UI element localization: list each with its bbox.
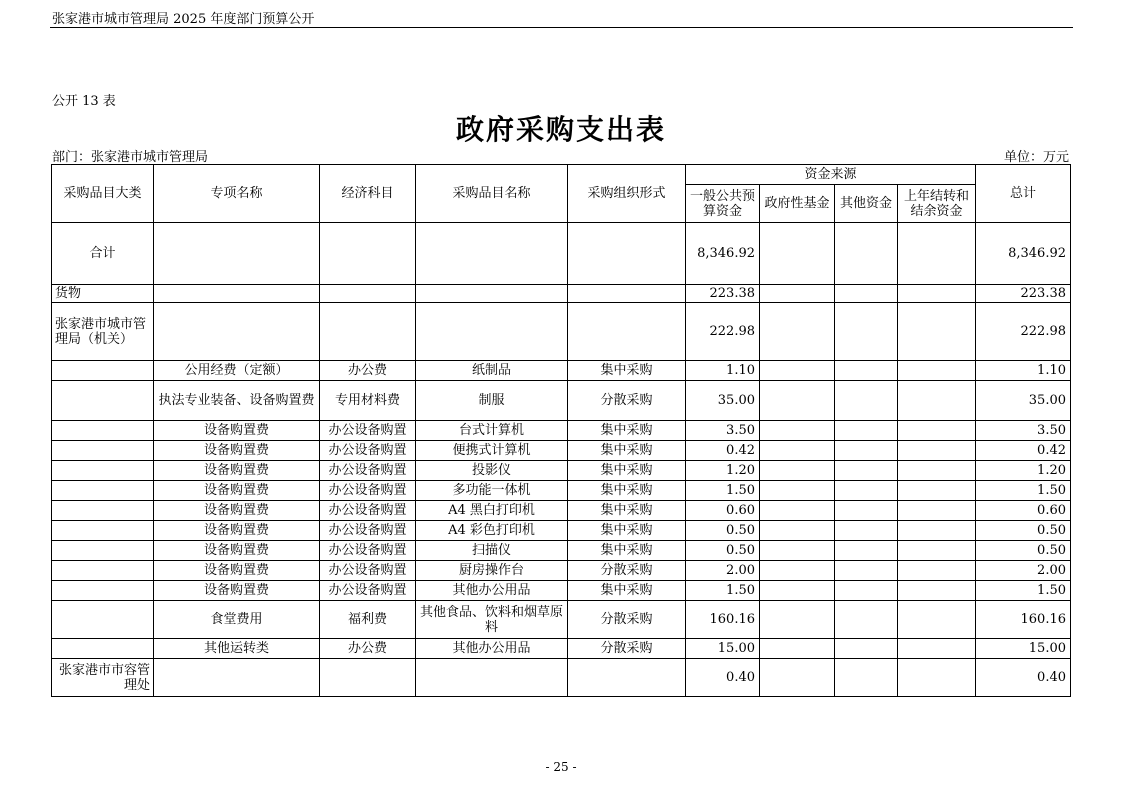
project-cell: 食堂费用 (154, 601, 320, 639)
general-budget-cell: 0.50 (686, 521, 760, 541)
table-row (52, 639, 1071, 659)
other-fund-cell (835, 461, 898, 481)
org-form-cell: 集中采购 (568, 361, 686, 381)
total-cell: 2.00 (976, 561, 1071, 581)
general-budget-cell: 0.50 (686, 541, 760, 561)
other-fund-cell (835, 441, 898, 461)
carryover-cell (898, 561, 976, 581)
item-cell: 扫描仪 (416, 541, 568, 561)
project-cell (154, 659, 320, 697)
general-budget-cell: 2.00 (686, 561, 760, 581)
econ-cell: 办公设备购置 (320, 501, 416, 521)
other-fund-cell (835, 421, 898, 441)
category-cell (52, 541, 154, 561)
category-cell (52, 561, 154, 581)
econ-cell: 办公设备购置 (320, 541, 416, 561)
other-fund-cell (835, 659, 898, 697)
gov-fund-cell (760, 421, 835, 441)
header-fund-source: 资金来源 (686, 165, 976, 185)
category-cell (52, 361, 154, 381)
category-cell: 货物 (52, 285, 154, 303)
project-cell: 其他运转类 (154, 639, 320, 659)
general-budget-cell: 1.50 (686, 481, 760, 501)
other-fund-cell (835, 561, 898, 581)
header-org-form: 采购组织形式 (568, 165, 686, 223)
gov-fund-cell (760, 223, 835, 285)
gov-fund-cell (760, 521, 835, 541)
org-form-cell: 集中采购 (568, 521, 686, 541)
table-row (52, 659, 1071, 697)
org-form-cell (568, 285, 686, 303)
other-fund-cell (835, 521, 898, 541)
econ-cell: 办公设备购置 (320, 441, 416, 461)
org-form-cell (568, 223, 686, 285)
category-cell (52, 381, 154, 421)
gov-fund-cell (760, 303, 835, 361)
item-cell: 台式计算机 (416, 421, 568, 441)
table-row (52, 303, 1071, 361)
project-cell (154, 285, 320, 303)
org-form-cell: 分散采购 (568, 601, 686, 639)
org-form-cell: 分散采购 (568, 561, 686, 581)
carryover-cell (898, 659, 976, 697)
category-cell (52, 501, 154, 521)
table-row (52, 521, 1071, 541)
table-row (52, 421, 1071, 441)
project-cell: 设备购置费 (154, 581, 320, 601)
other-fund-cell (835, 381, 898, 421)
project-cell: 设备购置费 (154, 481, 320, 501)
gov-fund-cell (760, 361, 835, 381)
item-cell: 纸制品 (416, 361, 568, 381)
general-budget-cell: 223.38 (686, 285, 760, 303)
carryover-cell (898, 541, 976, 561)
general-budget-cell: 160.16 (686, 601, 760, 639)
carryover-cell (898, 581, 976, 601)
carryover-cell (898, 481, 976, 501)
carryover-cell (898, 501, 976, 521)
table-row (52, 561, 1071, 581)
general-budget-cell: 1.20 (686, 461, 760, 481)
category-cell (52, 481, 154, 501)
econ-cell (320, 659, 416, 697)
other-fund-cell (835, 501, 898, 521)
total-cell: 0.42 (976, 441, 1071, 461)
other-fund-cell (835, 639, 898, 659)
econ-cell: 办公费 (320, 361, 416, 381)
total-cell: 1.50 (976, 481, 1071, 501)
page-number: - 25 - (545, 760, 577, 774)
carryover-cell (898, 639, 976, 659)
category-cell (52, 581, 154, 601)
project-cell (154, 303, 320, 361)
table-number: 公开 13 表 (52, 94, 116, 109)
item-cell: A4 黑白打印机 (416, 501, 568, 521)
general-budget-cell: 8,346.92 (686, 223, 760, 285)
total-cell: 0.60 (976, 501, 1071, 521)
org-form-cell: 集中采购 (568, 581, 686, 601)
econ-cell: 办公设备购置 (320, 481, 416, 501)
gov-fund-cell (760, 639, 835, 659)
category-cell (52, 521, 154, 541)
other-fund-cell (835, 223, 898, 285)
general-budget-cell: 15.00 (686, 639, 760, 659)
total-cell: 8,346.92 (976, 223, 1071, 285)
project-cell: 设备购置费 (154, 561, 320, 581)
general-budget-cell: 0.40 (686, 659, 760, 697)
econ-cell: 专用材料费 (320, 381, 416, 421)
econ-cell (320, 223, 416, 285)
item-cell: A4 彩色打印机 (416, 521, 568, 541)
total-cell: 1.20 (976, 461, 1071, 481)
total-cell: 223.38 (976, 285, 1071, 303)
table-row (52, 361, 1071, 381)
carryover-cell (898, 285, 976, 303)
item-cell (416, 223, 568, 285)
other-fund-cell (835, 303, 898, 361)
gov-fund-cell (760, 561, 835, 581)
table-row (52, 601, 1071, 639)
org-form-cell (568, 303, 686, 361)
general-budget-cell: 0.42 (686, 441, 760, 461)
running-header: 张家港市城市管理局 2025 年度部门预算公开 (52, 12, 315, 27)
project-cell (154, 223, 320, 285)
header-other-fund: 其他资金 (835, 185, 898, 223)
category-cell: 合计 (52, 223, 154, 285)
header-rule (50, 27, 1073, 28)
category-cell (52, 639, 154, 659)
table-row (52, 441, 1071, 461)
total-cell: 1.10 (976, 361, 1071, 381)
header-econ: 经济科目 (320, 165, 416, 223)
item-cell: 投影仪 (416, 461, 568, 481)
header-total: 总计 (976, 165, 1071, 223)
org-form-cell: 集中采购 (568, 421, 686, 441)
project-cell: 设备购置费 (154, 441, 320, 461)
page-title: 政府采购支出表 (455, 113, 666, 146)
header-general-budget: 一般公共预算资金 (686, 185, 760, 223)
org-form-cell: 分散采购 (568, 639, 686, 659)
unit-label: 单位：万元 (1003, 150, 1069, 165)
category-cell (52, 601, 154, 639)
carryover-cell (898, 381, 976, 421)
general-budget-cell: 222.98 (686, 303, 760, 361)
org-form-cell: 集中采购 (568, 441, 686, 461)
gov-fund-cell (760, 481, 835, 501)
table-row (52, 481, 1071, 501)
department-label: 部门：张家港市城市管理局 (52, 150, 209, 165)
org-form-cell: 分散采购 (568, 381, 686, 421)
project-cell: 设备购置费 (154, 501, 320, 521)
carryover-cell (898, 421, 976, 441)
other-fund-cell (835, 541, 898, 561)
category-cell (52, 441, 154, 461)
total-cell: 222.98 (976, 303, 1071, 361)
econ-cell (320, 303, 416, 361)
general-budget-cell: 1.50 (686, 581, 760, 601)
category-cell (52, 461, 154, 481)
item-cell: 便携式计算机 (416, 441, 568, 461)
item-cell: 厨房操作台 (416, 561, 568, 581)
econ-cell: 办公设备购置 (320, 421, 416, 441)
other-fund-cell (835, 601, 898, 639)
general-budget-cell: 0.60 (686, 501, 760, 521)
table-row (52, 541, 1071, 561)
econ-cell: 办公设备购置 (320, 521, 416, 541)
table-row (52, 461, 1071, 481)
econ-cell: 办公设备购置 (320, 461, 416, 481)
header-carryover: 上年结转和结余资金 (898, 185, 976, 223)
general-budget-cell: 1.10 (686, 361, 760, 381)
other-fund-cell (835, 481, 898, 501)
gov-fund-cell (760, 461, 835, 481)
item-cell: 其他食品、饮料和烟草原料 (416, 601, 568, 639)
header-item: 采购品目名称 (416, 165, 568, 223)
total-cell: 160.16 (976, 601, 1071, 639)
project-cell: 公用经费（定额） (154, 361, 320, 381)
item-cell: 其他办公用品 (416, 639, 568, 659)
org-form-cell: 集中采购 (568, 461, 686, 481)
total-cell: 0.50 (976, 541, 1071, 561)
category-cell (52, 421, 154, 441)
total-cell: 0.40 (976, 659, 1071, 697)
item-cell (416, 303, 568, 361)
econ-cell: 办公费 (320, 639, 416, 659)
item-cell (416, 659, 568, 697)
table-row (52, 381, 1071, 421)
project-cell: 设备购置费 (154, 541, 320, 561)
econ-cell: 办公设备购置 (320, 581, 416, 601)
other-fund-cell (835, 285, 898, 303)
header-category: 采购品目大类 (52, 165, 154, 223)
header-gov-fund: 政府性基金 (760, 185, 835, 223)
other-fund-cell (835, 361, 898, 381)
gov-fund-cell (760, 581, 835, 601)
gov-fund-cell (760, 601, 835, 639)
table-row (52, 285, 1071, 303)
general-budget-cell: 3.50 (686, 421, 760, 441)
org-form-cell: 集中采购 (568, 501, 686, 521)
econ-cell (320, 285, 416, 303)
other-fund-cell (835, 581, 898, 601)
item-cell (416, 285, 568, 303)
econ-cell: 办公设备购置 (320, 561, 416, 581)
procurement-table (51, 164, 1071, 697)
gov-fund-cell (760, 441, 835, 461)
table-row (52, 581, 1071, 601)
econ-cell: 福利费 (320, 601, 416, 639)
item-cell: 多功能一体机 (416, 481, 568, 501)
gov-fund-cell (760, 659, 835, 697)
org-form-cell (568, 659, 686, 697)
table-row (52, 223, 1071, 285)
gov-fund-cell (760, 285, 835, 303)
table-row (52, 501, 1071, 521)
total-cell: 1.50 (976, 581, 1071, 601)
item-cell: 其他办公用品 (416, 581, 568, 601)
category-cell: 张家港市市容管理处 (52, 659, 154, 697)
carryover-cell (898, 461, 976, 481)
total-cell: 3.50 (976, 421, 1071, 441)
gov-fund-cell (760, 541, 835, 561)
org-form-cell: 集中采购 (568, 541, 686, 561)
carryover-cell (898, 223, 976, 285)
project-cell: 设备购置费 (154, 421, 320, 441)
item-cell: 制服 (416, 381, 568, 421)
project-cell: 执法专业装备、设备购置费 (154, 381, 320, 421)
carryover-cell (898, 361, 976, 381)
carryover-cell (898, 441, 976, 461)
general-budget-cell: 35.00 (686, 381, 760, 421)
header-project: 专项名称 (154, 165, 320, 223)
project-cell: 设备购置费 (154, 461, 320, 481)
org-form-cell: 集中采购 (568, 481, 686, 501)
total-cell: 0.50 (976, 521, 1071, 541)
carryover-cell (898, 601, 976, 639)
carryover-cell (898, 303, 976, 361)
carryover-cell (898, 521, 976, 541)
gov-fund-cell (760, 501, 835, 521)
total-cell: 15.00 (976, 639, 1071, 659)
gov-fund-cell (760, 381, 835, 421)
project-cell: 设备购置费 (154, 521, 320, 541)
category-cell: 张家港市城市管理局（机关） (52, 303, 154, 361)
total-cell: 35.00 (976, 381, 1071, 421)
